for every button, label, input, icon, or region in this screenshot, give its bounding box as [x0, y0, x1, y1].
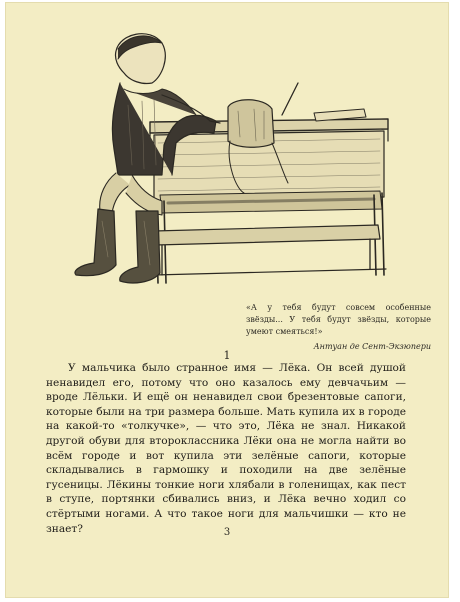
boy-at-school-desk-illustration	[58, 25, 394, 293]
chapter-number: 1	[223, 349, 231, 362]
paragraph: У мальчика было странное имя — Лёка. Он всей душой ненавидел его, потому что оно казалось ему девчачьим — вроде Лёльки. И ещё он ненавидел свои брезентовые сапоги, которые были на три размера больше. Мать купила их в городе на какой-то «толкучке», — что это, Лёка не знал. Никакой другой обуви для второклассника Лёки она не могла найти во всём городе и вот купила эти зелёные сапоги, которые складывались в гармошку и походили на две зелёные гусеницы. Лёкины тонкие ноги хлябали в голенищах, как пест в ступе, портянки сбивались вниз, и Лёка вечно ходил со стёртыми ногами. А что такое ноги для мальчишки — кто не знает?	[46, 362, 406, 535]
epigraph-quote: «А у тебя будут совсем особенные звёзды... У тебя будут звёзды, которые умеют смеяться!»	[246, 303, 431, 336]
body-text	[46, 361, 406, 536]
epigraph-author: Антуан де Сент-Экзюпери	[313, 342, 431, 351]
epigraph	[246, 302, 431, 353]
book-page	[6, 3, 448, 597]
page-number: 3	[223, 527, 231, 538]
